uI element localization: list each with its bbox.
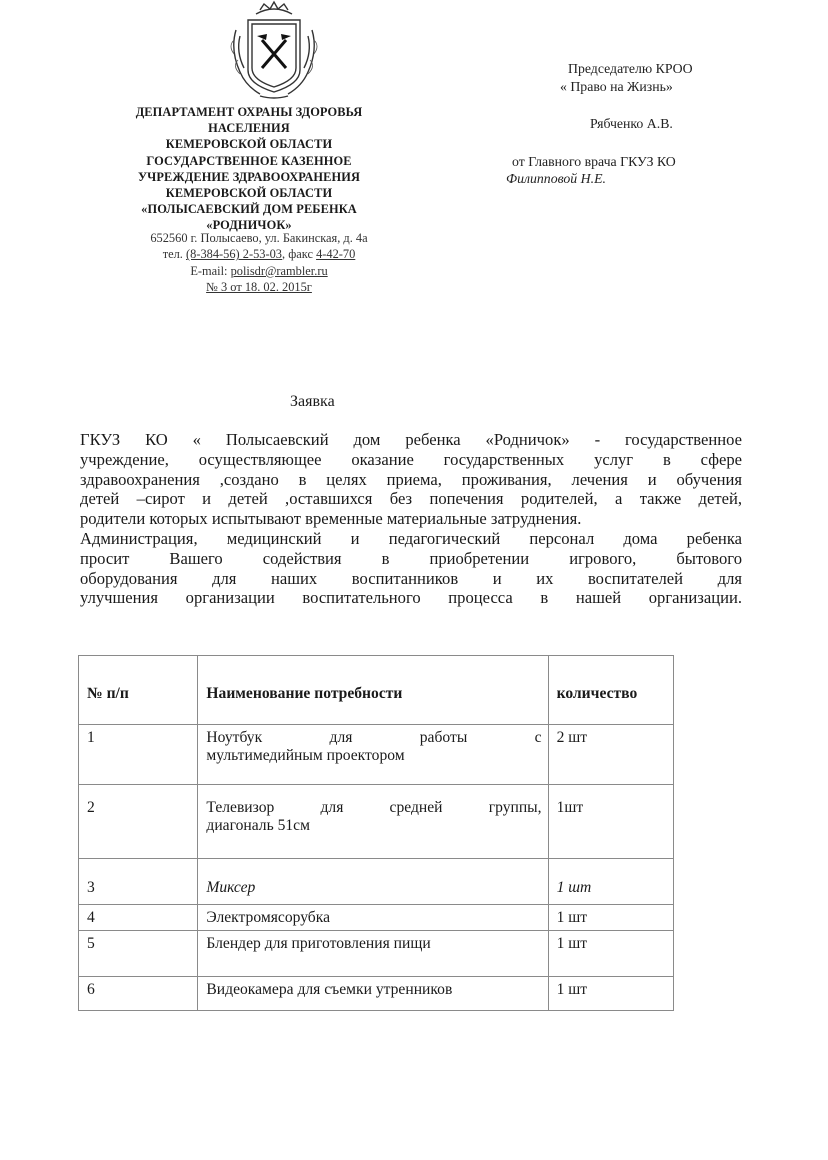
row-quantity: 1 шт — [548, 859, 673, 905]
org-line: НАСЕЛЕНИЯ — [208, 121, 290, 136]
table-row — [79, 785, 674, 859]
org-line: ДЕПАРТАМЕНТ ОХРАНЫ ЗДОРОВЬЯ — [135, 105, 363, 119]
org-line: ГОСУДАРСТВЕННОЕ КАЗЕННОЕ — [146, 153, 352, 168]
row-item-name: Электромясорубка — [198, 905, 548, 931]
request-body — [80, 430, 742, 608]
organization-contacts — [104, 230, 414, 296]
body-line: Администрация, медицинский и педагогический персонал дома ребенка — [80, 528, 742, 548]
addressee-name: Рябченко А.В. — [590, 116, 673, 131]
address: 652560 г. Полысаево, ул. Бакинская, д. 4а — [150, 231, 368, 245]
row-quantity: 1 шт — [548, 931, 673, 977]
body-line: родители которых испытывают временные материальные затруднения. — [80, 509, 582, 529]
table-row — [79, 725, 674, 785]
sender-name: Филипповой Н.Е. — [506, 171, 606, 186]
table-row — [79, 977, 674, 1011]
body-line: улучшения организации воспитательного процесса в нашей организации. — [80, 588, 742, 608]
row-item-name — [198, 725, 548, 785]
row-number: 5 — [79, 931, 198, 977]
org-line: КЕМЕРОВСКОЙ ОБЛАСТИ — [165, 186, 333, 201]
table-row — [79, 859, 674, 905]
table-header-row — [79, 656, 674, 725]
coat-of-arms-emblem — [226, 0, 322, 100]
needs-table — [78, 655, 674, 1011]
fax-number: 4-42-70 — [316, 247, 356, 262]
item-name-line: Телевизор для средней группы, — [206, 799, 542, 816]
email-line — [104, 263, 414, 279]
email-label: E-mail: — [190, 263, 231, 278]
row-quantity: 1 шт — [548, 905, 673, 931]
header-item-name: Наименование потребности — [198, 656, 548, 725]
phone-label: тел. — [162, 247, 186, 262]
table-row — [79, 905, 674, 931]
row-quantity: 1 шт — [548, 977, 673, 1011]
addressee-organization: « Право на Жизнь» — [560, 79, 673, 94]
header-quantity: количество — [548, 656, 673, 725]
row-number: 3 — [79, 859, 198, 905]
fax-label: , факс — [282, 247, 317, 262]
document-number: № 3 от 18. 02. 2015г — [206, 280, 312, 295]
body-line: просит Вашего содействия в приобретении игрового, бытового — [80, 548, 742, 568]
phone-fax-line — [104, 246, 414, 262]
row-number: 1 — [79, 725, 198, 785]
org-line: «РОДНИЧОК» — [206, 218, 292, 233]
row-item-name: Блендер для приготовления пищи — [198, 931, 548, 977]
body-line: оборудования для наших воспитанников и их воспитателей для — [80, 568, 742, 588]
org-line: КЕМЕРОВСКОЙ ОБЛАСТИ — [165, 137, 333, 152]
table-row — [79, 931, 674, 977]
item-name-line: диагональ 51см — [206, 817, 310, 834]
row-quantity: 2 шт — [548, 725, 673, 785]
row-item-name: Миксер — [198, 859, 548, 905]
item-name-line: мультимедийным проектором — [206, 747, 405, 764]
organization-header — [104, 104, 394, 234]
body-line: ГКУЗ КО « Полысаевский дом ребенка «Родничок» - государственное — [80, 430, 742, 449]
row-number: 4 — [79, 905, 198, 931]
row-item-name: Видеокамера для съемки утренников — [198, 977, 548, 1011]
body-line: учреждение, осуществляющее оказание государственных услуг в сфере — [80, 449, 742, 469]
phone-number: (8-384-56) 2-53-03 — [186, 247, 283, 262]
addressee-recipient-title: Председателю КРОО — [568, 61, 693, 76]
org-line: УЧРЕЖДЕНИЕ ЗДРАВООХРАНЕНИЯ — [137, 169, 361, 184]
body-line: детей –сирот и детей ,оставшихся без попечения родителей, а также детей, — [80, 489, 742, 509]
org-line: «ПОЛЫСАЕВСКИЙ ДОМ РЕБЕНКА — [141, 202, 357, 217]
body-line: здравоохранения ,создано в целях приема, проживания, лечения и обучения — [80, 469, 742, 489]
header-number: № п/п — [79, 656, 198, 725]
document-title: Заявка — [290, 393, 335, 410]
row-quantity: 1шт — [548, 785, 673, 859]
row-number: 6 — [79, 977, 198, 1011]
row-number: 2 — [79, 785, 198, 859]
row-item-name — [198, 785, 548, 859]
item-name-line: Ноутбук для работы с — [206, 729, 542, 746]
sender-title: от Главного врача ГКУЗ КО — [512, 154, 676, 169]
email-address: polisdr@rambler.ru — [230, 263, 328, 278]
